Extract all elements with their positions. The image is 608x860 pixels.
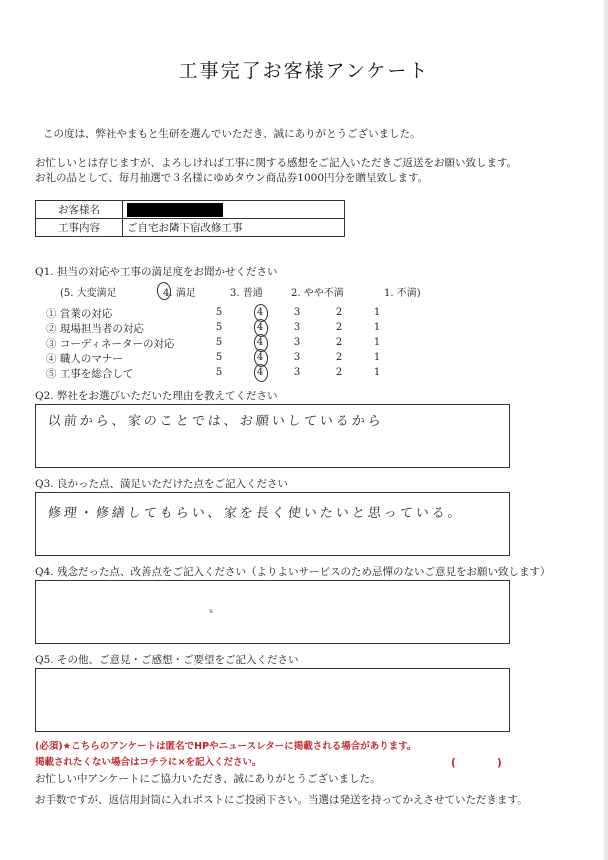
rating-option: 2 xyxy=(335,352,343,363)
rating-option: 2 xyxy=(335,307,343,318)
scan-edge xyxy=(604,0,608,860)
rating-option: 1 xyxy=(373,352,381,363)
work-content-label: 工事内容 xyxy=(36,219,123,237)
q4-stray-mark: ｘ xyxy=(208,608,215,615)
q4-answer-box xyxy=(35,580,510,644)
rating-option: 1 xyxy=(373,322,381,333)
rating-option: 3 xyxy=(293,352,301,363)
rating-option: 3 xyxy=(293,367,301,378)
closing-line-1: お忙しい中アンケートにご協力いただき、誠にありがとうございました。 xyxy=(35,773,381,785)
rating-option: 5 xyxy=(215,337,223,348)
q4-title: Q4. 残念だった点、改善点をご記入ください（よりよいサービスのため忌憚のないご意見をお願い致します） xyxy=(35,566,551,578)
scale-label-4: 4. 満足 xyxy=(163,288,196,299)
notice-checkbox-open: ( xyxy=(451,757,456,769)
rating-option: 2 xyxy=(335,367,343,378)
q2-handwritten-answer: 以前から、家のことでは、お願いしているから xyxy=(47,414,385,429)
rating-option: 2 xyxy=(335,337,343,348)
closing-line-2: お手数ですが、返信用封筒に入れポストにご投函下さい。当選は発送を持ってかえさせていただきます。 xyxy=(35,794,528,806)
notice-line-2: 掲載されたくない場合はコチラに×を記入ください。 xyxy=(35,757,262,768)
rating-option: 5 xyxy=(215,367,223,378)
scale-label-5: (5. 大変満足 xyxy=(60,288,117,299)
scale-label-3: 3. 普通 xyxy=(230,288,263,299)
q1-title: Q1. 担当の対応や工事の満足度をお聞かせください xyxy=(35,266,278,278)
rating-item-label: ④ 職人のマナー xyxy=(46,353,123,365)
customer-name-label: お客様名 xyxy=(36,201,123,219)
customer-name-field xyxy=(123,201,345,219)
rating-option: 3 xyxy=(293,337,301,348)
rating-option: 4 xyxy=(256,352,264,363)
intro-line-1: この度は、弊社やまもと生研を選んでいただき、誠にありがとうございました。 xyxy=(43,128,421,140)
rating-option: 1 xyxy=(373,307,381,318)
rating-option: 1 xyxy=(373,367,381,378)
rating-option: 5 xyxy=(215,352,223,363)
scale-label-1: 1. 不満) xyxy=(384,288,421,299)
notice-checkbox-close: ) xyxy=(497,757,502,769)
notice-line-1: (必須)★こちらのアンケートは匿名でHPやニュースレターに掲載される場合があります。 xyxy=(35,741,417,752)
rating-option: 3 xyxy=(293,322,301,333)
q5-answer-box xyxy=(35,668,510,732)
intro-line-2: お忙しいとは存じますが、よろしければ工事に関する感想をご記入いただきご返送をお願い致します。 xyxy=(35,157,518,169)
redaction-bar xyxy=(127,203,223,217)
q2-title: Q2. 弊社をお選びいただいた理由を教えてください xyxy=(35,390,278,402)
rating-option: 1 xyxy=(373,337,381,348)
q3-title: Q3. 良かった点、満足いただけた点をご記入ください xyxy=(35,478,288,490)
rating-option: 4 xyxy=(256,337,264,348)
rating-option: 2 xyxy=(335,322,343,333)
q5-title: Q5. その他、ご意見・ご感想・ご要望をご記入ください xyxy=(35,654,299,666)
scale-label-2: 2. やや不満 xyxy=(291,288,344,299)
rating-option: 5 xyxy=(215,307,223,318)
rating-option: 4 xyxy=(256,307,264,318)
rating-item-label: ③ コーディネーターの対応 xyxy=(46,338,175,350)
rating-item-label: ⑤ 工事を総合して xyxy=(46,368,134,380)
q3-handwritten-answer: 修理・修繕してもらい、家を長く使いたいと思っている。 xyxy=(47,506,465,521)
rating-option: 5 xyxy=(215,322,223,333)
intro-line-3: お礼の品として、毎月抽選で３名様にゆめタウン商品券1000円分を贈呈致します。 xyxy=(35,172,429,184)
rating-item-label: ② 現場担当者の対応 xyxy=(46,323,144,335)
page-title: 工事完了お客様アンケート xyxy=(178,60,430,82)
rating-option: 4 xyxy=(256,322,264,333)
rating-option: 4 xyxy=(256,367,264,378)
rating-item-label: ① 営業の対応 xyxy=(46,308,113,320)
customer-info-table xyxy=(35,200,345,237)
work-content-value: ご自宅お隣下宿改修工事 xyxy=(123,219,345,237)
rating-option: 3 xyxy=(293,307,301,318)
